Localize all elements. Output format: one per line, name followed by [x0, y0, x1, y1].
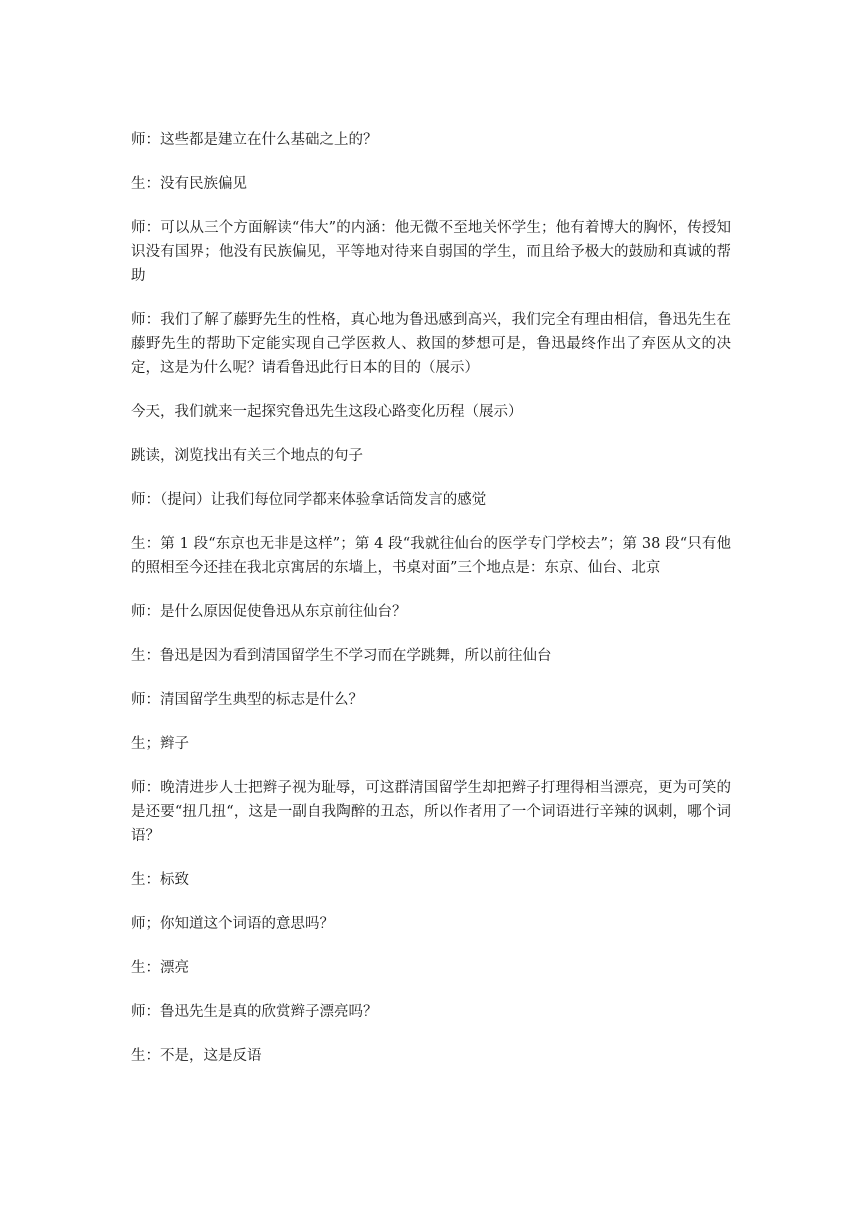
document-body	[131, 128, 731, 1088]
paragraph: 生：第 1 段“东京也无非是这样”；第 4 段“我就往仙台的医学专门学校去”；第 38 段“只有他的照相至今还挂在我北京寓居的东墙上，书桌对面”三个地点是：东京、仙台、北京	[131, 536, 731, 576]
paragraph: 生：不是，这是反语	[131, 1048, 262, 1064]
paragraph: 生：标致	[131, 872, 189, 888]
paragraph: 师：清国留学生典型的标志是什么？	[131, 692, 363, 708]
paragraph: 师：可以从三个方面解读“伟大”的内涵：他无微不至地关怀学生；他有着博大的胸怀，传授知识没有国界；他没有民族偏见，平等地对待来自弱国的学生，而且给予极大的鼓励和真诚的帮助	[131, 220, 731, 284]
paragraph: 师：是什么原因促使鲁迅从东京前往仙台？	[131, 604, 407, 620]
paragraph: 师：晚清进步人士把辫子视为耻辱，可这群清国留学生却把辫子打理得相当漂亮，更为可笑的是还要“扭几扭“，这是一副自我陶醉的丑态，所以作者用了一个词语进行辛辣的讽刺，哪个词语？	[131, 780, 731, 844]
paragraph: 师：鲁迅先生是真的欣赏辫子漂亮吗？	[131, 1004, 378, 1020]
paragraph: 师：（提问）让我们每位同学都来体验拿话筒发言的感觉	[131, 492, 487, 508]
paragraph: 生：鲁迅是因为看到清国留学生不学习而在学跳舞，所以前往仙台	[131, 648, 552, 664]
paragraph: 师；你知道这个词语的意思吗？	[131, 916, 334, 932]
paragraph: 师：这些都是建立在什么基础之上的？	[131, 132, 378, 148]
paragraph: 师：我们了解了藤野先生的性格，真心地为鲁迅感到高兴，我们完全有理由相信，鲁迅先生在藤野先生的帮助下定能实现自己学医救人、救国的梦想可是，鲁迅最终作出了弃医从文的决定，这是为什么呢？请看鲁迅此行日本的目的（展示）	[131, 312, 731, 376]
paragraph: 今天，我们就来一起探究鲁迅先生这段心路变化历程（展示）	[131, 404, 523, 420]
paragraph: 生：漂亮	[131, 960, 189, 976]
paragraph: 跳读，浏览找出有关三个地点的句子	[131, 448, 363, 464]
paragraph: 生：没有民族偏见	[131, 176, 247, 192]
paragraph: 生；辫子	[131, 736, 189, 752]
